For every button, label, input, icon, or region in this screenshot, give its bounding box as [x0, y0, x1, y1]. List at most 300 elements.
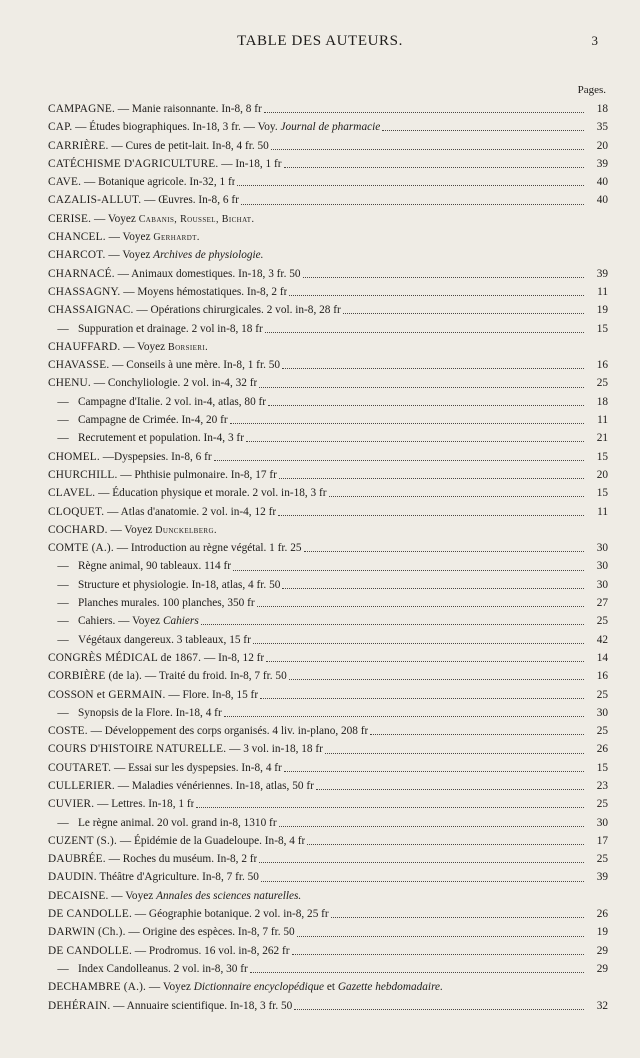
- author-name: CAMPAGNE.: [48, 103, 115, 115]
- entry-description: — Traité du froid. In-8, 7 fr. 50: [142, 670, 287, 683]
- entry-text: [48, 814, 277, 832]
- author-name: CULLERIER.: [48, 779, 115, 792]
- index-entry: [48, 265, 608, 283]
- page-reference: 29: [596, 962, 608, 975]
- entry-description: —Dyspepsies. In-8, 6 fr: [99, 450, 212, 463]
- dot-leader: [259, 386, 584, 388]
- index-entry: [48, 868, 608, 886]
- entry-text: [48, 374, 257, 392]
- entry-text: [48, 795, 194, 813]
- author-name: DEHÉRAIN.: [48, 999, 111, 1012]
- entry-text: [48, 759, 282, 777]
- entry-text: [48, 667, 287, 685]
- entry-description: — Atlas d'anatomie. 2 vol. in-4, 12 fr: [104, 505, 277, 518]
- dot-leader: [331, 916, 584, 918]
- entry-text: [48, 411, 228, 429]
- dot-leader: [329, 495, 584, 497]
- index-entry: [48, 338, 608, 356]
- page-reference: 40: [596, 194, 608, 207]
- page-reference: 11: [597, 505, 608, 518]
- entry-text: [48, 722, 368, 740]
- dot-leader: [279, 477, 584, 479]
- index-entry: [48, 576, 608, 594]
- page-reference: 14: [596, 651, 608, 664]
- entry-text: [48, 429, 244, 447]
- page-reference: 16: [596, 670, 608, 683]
- entry-text: [48, 155, 282, 173]
- entry-description: — Animaux domestiques. In-18, 3 fr. 50: [114, 267, 301, 280]
- page-reference: 18: [596, 103, 608, 115]
- pages-column-label: Pages.: [577, 84, 606, 96]
- page-header: [0, 33, 640, 55]
- page-reference: 25: [596, 798, 608, 811]
- index-entry: [48, 667, 608, 685]
- dot-leader: [382, 129, 584, 131]
- entry-text: [48, 191, 239, 209]
- author-name: CATÉCHISME D'AGRICULTURE.: [48, 157, 219, 170]
- dot-leader: [241, 203, 584, 205]
- smallcaps-reference: Cabanis, Roussel, Bichat.: [138, 213, 255, 225]
- author-name: CHARNACÉ.: [48, 267, 115, 280]
- entry-text: [48, 850, 257, 868]
- entry-description: Campagne de Crimée. In-4, 20 fr: [78, 414, 228, 427]
- index-entry: [48, 503, 608, 521]
- page-reference: 39: [596, 871, 608, 884]
- entry-description: — Maladies vénériennes. In-18, atlas, 50 fr: [114, 779, 314, 792]
- entry-description: — Phthisie pulmonaire. In-8, 17 fr: [117, 468, 277, 481]
- index-entry: [48, 191, 608, 209]
- index-entry: [48, 393, 608, 411]
- index-entry: [48, 759, 608, 777]
- dot-leader: [282, 587, 584, 589]
- entry-text: [48, 393, 266, 411]
- author-name: DAUBRÉE.: [48, 853, 106, 866]
- index-entry: [48, 301, 608, 319]
- entry-description: Le règne animal. 20 vol. grand in-8, 1310 fr: [78, 816, 277, 829]
- dot-leader: [292, 953, 584, 955]
- index-entry: [48, 155, 608, 173]
- dot-leader: [265, 331, 584, 333]
- dot-leader: [307, 843, 584, 845]
- entry-text: [48, 118, 380, 136]
- entry-description: — Essai sur les dyspepsies. In-8, 4 fr: [111, 761, 282, 774]
- entry-description: Théâtre d'Agriculture. In-8, 7 fr. 50: [96, 871, 259, 884]
- page-reference: 19: [596, 304, 608, 317]
- index-entry: [48, 246, 608, 264]
- entry-description: Synopsis de la Flore. In-18, 4 fr: [78, 706, 222, 719]
- ditto-mark: —: [57, 578, 69, 591]
- entry-description: — In-8, 12 fr: [201, 651, 265, 664]
- page-title: TABLE DES AUTEURS.: [237, 33, 403, 49]
- author-name: CAP.: [48, 121, 73, 134]
- italic-reference-2: Gazette hebdomadaire.: [337, 981, 443, 994]
- dot-leader: [266, 660, 584, 662]
- page-reference: 30: [596, 816, 608, 829]
- author-name: CHAUFFARD.: [48, 340, 121, 353]
- author-name: CHASSAGNY.: [48, 285, 121, 298]
- index-entry: [48, 850, 608, 868]
- entry-description: — Voyez: [120, 340, 169, 353]
- dot-leader: [284, 770, 584, 772]
- dot-leader: [325, 752, 584, 754]
- italic-reference: Archives de physiologie.: [153, 249, 264, 262]
- author-name: COUTARET.: [48, 761, 112, 774]
- author-name: COSSON et GERMAIN.: [48, 688, 166, 701]
- index-entry: [48, 100, 608, 118]
- author-index-list: [48, 100, 608, 1015]
- italic-reference: Dictionnaire encyclopédique: [193, 981, 325, 994]
- index-entry: [48, 978, 608, 996]
- entry-text: [48, 868, 259, 886]
- author-name: CUZENT (S.).: [48, 834, 118, 847]
- ditto-mark: —: [57, 414, 69, 427]
- page-reference: 26: [596, 743, 608, 756]
- author-name: DE CANDOLLE.: [48, 908, 132, 921]
- ditto-mark: —: [57, 395, 69, 408]
- index-entry: [48, 539, 608, 557]
- dot-leader: [294, 1008, 584, 1010]
- dot-leader: [257, 605, 584, 607]
- index-entry: [48, 137, 608, 155]
- index-entry: [48, 923, 608, 941]
- entry-text: [48, 594, 255, 612]
- entry-description: — Prodromus. 16 vol. in-8, 262 fr: [131, 944, 290, 957]
- ditto-mark: —: [57, 633, 69, 646]
- dot-leader: [268, 404, 584, 406]
- entry-text: [48, 740, 323, 758]
- index-entry: [48, 631, 608, 649]
- entry-description: — Origine des espèces. In-8, 7 fr. 50: [125, 926, 295, 939]
- italic-reference: Cahiers: [162, 615, 199, 628]
- author-name: COMTE (A.).: [48, 542, 114, 555]
- index-entry: [48, 484, 608, 502]
- dot-leader: [264, 111, 584, 113]
- dot-leader: [297, 935, 584, 937]
- dot-leader: [201, 623, 584, 625]
- entry-text: [48, 686, 258, 704]
- dot-leader: [271, 148, 584, 150]
- dot-leader: [316, 788, 584, 790]
- dot-leader: [214, 459, 584, 461]
- index-entry: [48, 832, 608, 850]
- entry-description: — Conchyliologie. 2 vol. in-4, 32 fr: [90, 377, 258, 390]
- entry-description: — 3 vol. in-18, 18 fr: [226, 743, 323, 756]
- index-entry: [48, 448, 608, 466]
- ditto-mark: —: [57, 432, 69, 445]
- page-reference: 16: [596, 359, 608, 372]
- page-reference: 29: [596, 944, 608, 957]
- page-reference: 30: [596, 706, 608, 719]
- index-entry: [48, 704, 608, 722]
- index-entry: [48, 960, 608, 978]
- index-entry: [48, 905, 608, 923]
- dot-leader: [289, 678, 584, 680]
- page-reference: 30: [596, 542, 608, 555]
- author-name: CLAVEL.: [48, 487, 96, 500]
- entry-text: [48, 246, 264, 264]
- entry-description: Index Candolleanus. 2 vol. in-8, 30 fr: [78, 962, 248, 975]
- index-entry: [48, 795, 608, 813]
- author-name: DECHAMBRE (A.).: [48, 981, 147, 994]
- entry-text: [48, 228, 200, 247]
- entry-text: [48, 649, 264, 667]
- index-entry: [48, 466, 608, 484]
- author-name: CHOMEL.: [48, 450, 100, 463]
- entry-text: [48, 100, 262, 118]
- entry-description-cont: et: [324, 981, 338, 994]
- index-entry: [48, 649, 608, 667]
- page-reference: 32: [596, 999, 608, 1012]
- entry-description: — Voyez: [107, 523, 156, 536]
- ditto-mark: —: [57, 615, 69, 628]
- entry-description: — Voyez: [91, 212, 139, 225]
- author-name: DAUDIN.: [48, 871, 97, 884]
- dot-leader: [253, 642, 584, 644]
- entry-description: Cahiers. — Voyez: [78, 615, 163, 628]
- index-entry: [48, 411, 608, 429]
- entry-text: [48, 173, 235, 191]
- italic-reference: Journal de pharmacie: [280, 121, 381, 134]
- dot-leader: [343, 312, 584, 314]
- entry-text: [48, 905, 329, 923]
- entry-description: — Introduction au règne végétal. 1 fr. 25: [113, 542, 302, 555]
- entry-description: Végétaux dangereux. 3 tableaux, 15 fr: [78, 633, 251, 646]
- dot-leader: [370, 733, 584, 735]
- page-reference: 25: [596, 377, 608, 390]
- index-entry: [48, 374, 608, 392]
- page-reference: 11: [597, 414, 608, 427]
- entry-description: — Conseils à une mère. In-8, 1 fr. 50: [109, 359, 281, 372]
- page-reference: 19: [596, 926, 608, 939]
- ditto-mark: —: [57, 597, 69, 610]
- entry-text: [48, 265, 301, 283]
- entry-description: — Développement des corps organisés. 4 liv. in-plano, 208 fr: [87, 725, 369, 738]
- dot-leader: [237, 184, 584, 186]
- entry-description: Règne animal, 90 tableaux. 114 fr: [78, 560, 231, 573]
- index-entry: [48, 356, 608, 374]
- dot-leader: [303, 276, 584, 278]
- entry-text: [48, 448, 212, 466]
- smallcaps-reference: Dunckelberg.: [155, 524, 217, 536]
- page-reference: 15: [596, 322, 608, 335]
- index-entry: [48, 777, 608, 795]
- entry-description: — Œuvres. In-8, 6 fr: [141, 194, 239, 207]
- entry-description: Structure et physiologie. In-18, atlas, 4 fr. 50: [78, 578, 281, 591]
- dot-leader: [230, 422, 584, 424]
- entry-description: — Roches du muséum. In-8, 2 fr: [105, 853, 258, 866]
- dot-leader: [284, 166, 585, 168]
- entry-description: — Lettres. In-18, 1 fr: [94, 798, 195, 811]
- entry-description: — Géographie botanique. 2 vol. in-8, 25 fr: [131, 908, 329, 921]
- index-entry: [48, 997, 608, 1015]
- entry-text: [48, 338, 208, 357]
- page-reference: 30: [596, 560, 608, 573]
- index-entry: [48, 320, 608, 338]
- author-name: CUVIER.: [48, 798, 95, 811]
- entry-text: [48, 503, 276, 521]
- author-name: CONGRÈS MÉDICAL de 1867.: [48, 651, 202, 664]
- page-number: 3: [591, 33, 598, 48]
- author-name: DARWIN (Ch.).: [48, 926, 126, 939]
- entry-text: [48, 320, 263, 338]
- entry-text: [48, 887, 301, 905]
- italic-reference: Annales des sciences naturelles.: [156, 889, 302, 902]
- index-entry: [48, 612, 608, 630]
- author-name: CHAVASSE.: [48, 359, 110, 372]
- ditto-mark: —: [57, 962, 69, 975]
- entry-description: — Voyez: [105, 231, 154, 244]
- author-name: CHARCOT.: [48, 249, 106, 262]
- page-reference: 21: [596, 432, 608, 445]
- entry-text: [48, 960, 248, 978]
- dot-leader: [260, 697, 584, 699]
- author-name: CHASSAIGNAC.: [48, 304, 134, 317]
- smallcaps-reference: Borsieri.: [168, 341, 209, 353]
- entry-text: [48, 484, 327, 502]
- entry-description: — Épidémie de la Guadeloupe. In-8, 4 fr: [117, 834, 306, 847]
- entry-description: — Botanique agricole. In-32, 1 fr: [81, 176, 236, 189]
- page-reference: 17: [596, 834, 608, 847]
- dot-leader: [233, 569, 584, 571]
- entry-text: [48, 210, 254, 229]
- entry-description: Planches murales. 100 planches, 350 fr: [78, 597, 255, 610]
- entry-text: [48, 612, 199, 630]
- smallcaps-reference: Gerhardt.: [153, 232, 200, 244]
- dot-leader: [304, 550, 584, 552]
- index-entry: [48, 722, 608, 740]
- ditto-mark: —: [57, 816, 69, 829]
- index-entry: [48, 210, 608, 228]
- entry-description: — Études biographiques. In-18, 3 fr. — Voy.: [72, 121, 281, 134]
- entry-description: — Manie raisonnante. In-8, 8 fr: [114, 103, 262, 115]
- author-name: CAZALIS-ALLUT.: [48, 194, 142, 207]
- entry-text: [48, 137, 269, 155]
- entry-description: Campagne d'Italie. 2 vol. in-4, atlas, 80 fr: [78, 395, 267, 408]
- author-name: CAVE.: [48, 176, 82, 189]
- author-name: COCHARD.: [48, 523, 108, 536]
- entry-description: — Voyez: [146, 981, 194, 994]
- entry-text: [48, 704, 222, 722]
- author-name: COSTE.: [48, 725, 88, 738]
- entry-text: [48, 539, 302, 557]
- dot-leader: [246, 440, 584, 442]
- entry-text: [48, 466, 277, 484]
- page-reference: 30: [596, 578, 608, 591]
- dot-leader: [282, 367, 584, 369]
- entry-text: [48, 521, 217, 540]
- index-entry: [48, 521, 608, 539]
- index-entry: [48, 173, 608, 191]
- entry-text: [48, 978, 443, 996]
- page-reference: 25: [596, 615, 608, 628]
- page-reference: 15: [596, 761, 608, 774]
- page-reference: 26: [596, 908, 608, 921]
- author-name: CERISE.: [48, 212, 92, 225]
- entry-text: [48, 557, 231, 575]
- index-entry: [48, 686, 608, 704]
- page-reference: 20: [596, 139, 608, 152]
- entry-description: — In-18, 1 fr: [218, 157, 282, 170]
- author-name: COURS D'HISTOIRE NATURELLE.: [48, 743, 227, 756]
- page-reference: 25: [596, 853, 608, 866]
- ditto-mark: —: [57, 322, 69, 335]
- entry-description: — Moyens hémostatiques. In-8, 2 fr: [120, 285, 288, 298]
- index-entry: [48, 942, 608, 960]
- dot-leader: [279, 825, 584, 827]
- entry-text: [48, 283, 287, 301]
- index-entry: [48, 557, 608, 575]
- author-name: CLOQUET.: [48, 505, 105, 518]
- index-entry: [48, 740, 608, 758]
- entry-description: Recrutement et population. In-4, 3 fr: [78, 432, 244, 445]
- index-entry: [48, 814, 608, 832]
- entry-text: [48, 301, 341, 319]
- dot-leader: [250, 971, 584, 973]
- page-reference: 15: [596, 450, 608, 463]
- page-reference: 25: [596, 688, 608, 701]
- author-name: CHENU.: [48, 377, 91, 390]
- author-name: CORBIÈRE (de la).: [48, 670, 143, 683]
- entry-text: [48, 777, 314, 795]
- entry-text: [48, 356, 280, 374]
- page-reference: 25: [596, 725, 608, 738]
- page-reference: 40: [596, 176, 608, 189]
- page-reference: 11: [597, 285, 608, 298]
- entry-text: [48, 923, 295, 941]
- page-reference: 20: [596, 468, 608, 481]
- index-entry: [48, 429, 608, 447]
- author-name: DECAISNE.: [48, 889, 109, 902]
- dot-leader: [196, 806, 584, 808]
- author-name: CARRIÈRE.: [48, 139, 109, 152]
- ditto-mark: —: [57, 560, 69, 573]
- dot-leader: [224, 715, 584, 717]
- author-name: DE CANDOLLE.: [48, 944, 132, 957]
- entry-description: — Opérations chirurgicales. 2 vol. in-8, 28 fr: [133, 304, 341, 317]
- index-entry: [48, 887, 608, 905]
- page-reference: 18: [596, 395, 608, 408]
- index-entry: [48, 283, 608, 301]
- index-entry: [48, 594, 608, 612]
- index-entry: [48, 118, 608, 136]
- page-reference: 39: [596, 267, 608, 280]
- author-name: CHANCEL.: [48, 231, 106, 244]
- page-reference: 39: [596, 157, 608, 170]
- page-reference: 23: [596, 779, 608, 792]
- ditto-mark: —: [57, 706, 69, 719]
- dot-leader: [278, 514, 584, 516]
- entry-description: — Annuaire scientifique. In-18, 3 fr. 50: [110, 999, 293, 1012]
- author-name: CHURCHILL.: [48, 468, 118, 481]
- entry-text: [48, 576, 280, 594]
- entry-description: — Flore. In-8, 15 fr: [165, 688, 259, 701]
- entry-description: — Voyez: [108, 889, 157, 902]
- page-reference: 35: [596, 121, 608, 134]
- page-reference: 15: [596, 487, 608, 500]
- entry-text: [48, 832, 305, 850]
- entry-description: — Cures de petit-lait. In-8, 4 fr. 50: [108, 139, 269, 152]
- index-entry: [48, 228, 608, 246]
- dot-leader: [259, 861, 584, 863]
- page-reference: 27: [596, 597, 608, 610]
- entry-text: [48, 997, 292, 1015]
- entry-description: — Éducation physique et morale. 2 vol. in-18, 3 fr: [95, 487, 327, 500]
- dot-leader: [261, 880, 584, 882]
- entry-description: Suppuration et drainage. 2 vol in-8, 18 fr: [78, 322, 263, 335]
- entry-text: [48, 942, 290, 960]
- dot-leader: [289, 294, 584, 296]
- entry-description: — Voyez: [105, 249, 154, 262]
